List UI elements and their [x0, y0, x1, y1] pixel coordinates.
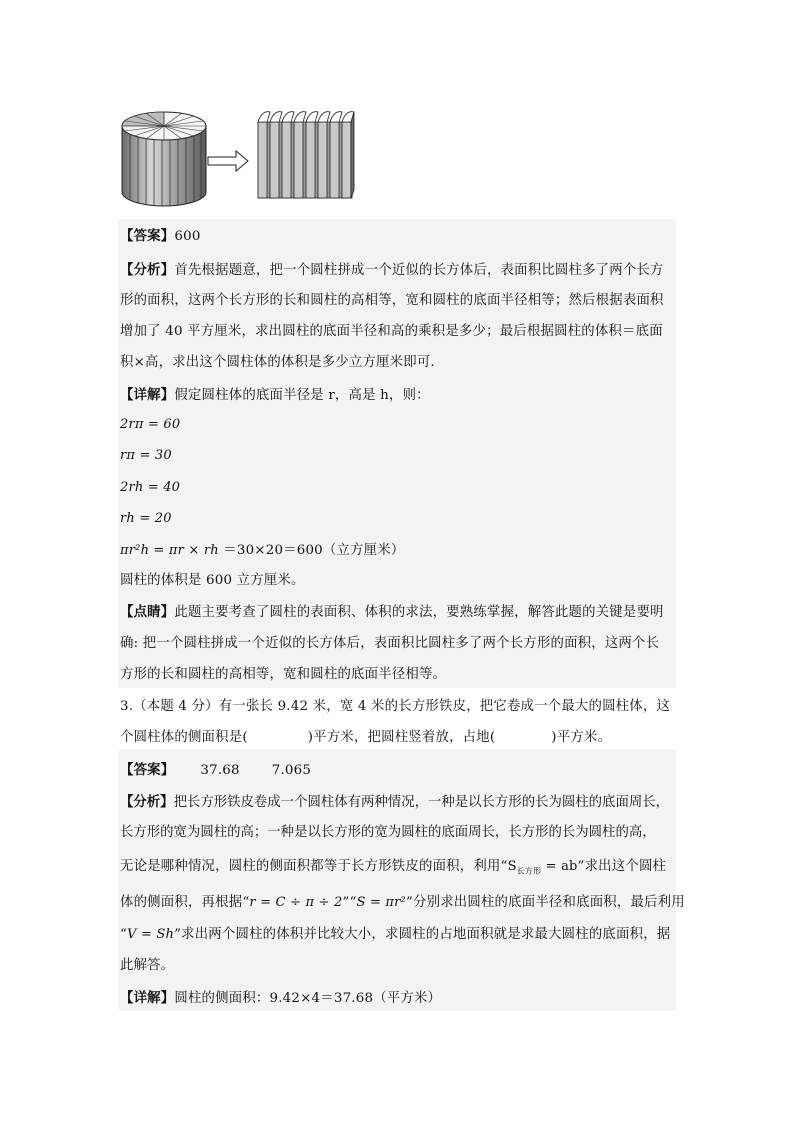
analysis-1-line-3: 增加了 40 平方厘米，求出圆柱的底面半径和高的乘积是多少；最后根据圆柱的体积＝底面: [120, 324, 663, 339]
answer-label: 【答案】: [120, 762, 175, 778]
analysis-1-line-2: 形的面积，这两个长方形的长和圆柱的高相等，宽和圆柱的底面半径相等；然后根据表面积: [120, 293, 664, 308]
comment-1-line-2: 确: 把一个圆柱拼成一个近似的长方体后，表面积比圆柱多了两个长方形的面积，这两个长: [120, 636, 660, 651]
question-3-line-2: 个圆柱体的侧面积是( )平方米，把圆柱竖着放，占地( )平方米。: [120, 730, 612, 745]
analysis-1-line-4: 积×高，求出这个圆柱体的体积是多少立方厘米即可.: [120, 355, 435, 370]
comment-1-line-1: 【点睛】此题主要考查了圆柱的表面积、体积的求法，要熟练掌握，解答此题的关键是要明: [120, 604, 664, 620]
equation-2: rπ = 30: [120, 448, 172, 463]
analysis-3-line-4: 体的侧面积，再根据“r = C ÷ π ÷ 2”“S = πr²”分别求出圆柱的底面半径和底面积，最后利用: [120, 895, 685, 910]
comment-label: 【点睛】: [120, 604, 175, 620]
analysis-label: 【分析】: [120, 794, 174, 810]
equation-1: 2rπ = 60: [120, 417, 181, 432]
cuboid-slabs-shape: [258, 112, 354, 198]
answer-1: [120, 228, 201, 245]
analysis-3-line-3: 无论是哪种情况，圆柱的侧面积都等于长方形铁皮的面积，利用“$S_{长方形}$ = ab”求出这个圆柱: [120, 859, 667, 876]
answer-value: 600: [174, 229, 201, 244]
analysis-3-line-6: 此解答。: [120, 958, 175, 973]
detail-label: 【详解】: [120, 990, 175, 1006]
answer-label: 【答案】: [120, 228, 175, 244]
cylinder-shape: [122, 112, 206, 206]
detail-1-conclusion: 圆柱的体积是 600 立方厘米。: [120, 573, 305, 588]
answer-3: [120, 762, 311, 779]
solution-block-2: [118, 749, 676, 1011]
answer-value-1: 37.68: [200, 763, 240, 778]
detail-3: 【详解】圆柱的侧面积：9.42×4＝37.68（平方米）: [120, 990, 442, 1006]
detail-1-intro: 【详解】假定圆柱体的底面半径是 r，高是 h，则：: [120, 387, 430, 403]
detail-label: 【详解】: [120, 387, 175, 403]
question-3-line-1: 3.（本题 4 分）有一张长 9.42 米，宽 4 米的长方形铁皮，把它卷成一个最大的圆柱体，这: [120, 699, 671, 714]
analysis-1-line-1: 【分析】首先根据题意，把一个圆柱拼成一个近似的长方体后，表面积比圆柱多了两个长方: [120, 262, 664, 278]
analysis-3-line-5: “V = Sh”求出两个圆柱的体积并比较大小，求圆柱的占地面积就是求最大圆柱的底面积，据: [120, 927, 671, 942]
right-arrow-icon: [208, 151, 248, 171]
analysis-3-line-2: 长方形的宽为圆柱的高；一种是以长方形的宽为圆柱的底面周长，长方形的长为圆柱的高，: [120, 825, 656, 840]
equation-4: rh = 20: [120, 511, 172, 526]
cylinder-to-cuboid-figure: [118, 104, 358, 212]
comment-1-line-3: 方形的长和圆柱的高相等，宽和圆柱的底面半径相等。: [120, 667, 447, 682]
analysis-label: 【分析】: [120, 262, 175, 278]
analysis-3-line-1: 【分析】把长方形铁皮卷成一个圆柱体有两种情况，一种是以长方形的长为圆柱的底面周长，: [120, 794, 670, 810]
answer-value-2: 7.065: [271, 763, 312, 778]
equation-5: πr²h = πr × rh ＝30×20＝600（立方厘米）: [120, 543, 405, 558]
equation-3: 2rh = 40: [120, 480, 181, 495]
